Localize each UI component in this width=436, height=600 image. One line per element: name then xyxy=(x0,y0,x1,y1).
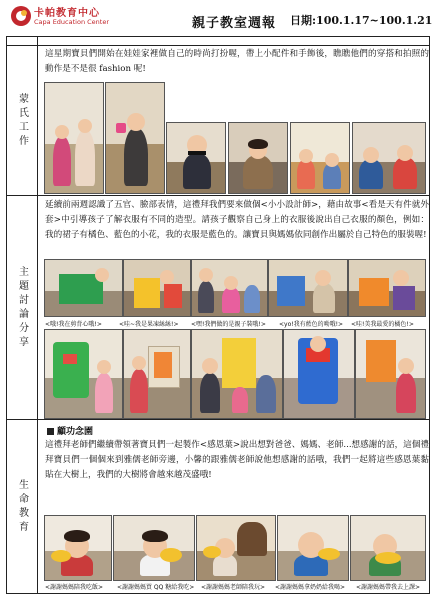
capa-logo-icon xyxy=(10,5,32,27)
caption-theme-4: <yo!我有藍色的呦哦!> xyxy=(279,321,344,328)
photo-blue-paper xyxy=(268,259,348,317)
photo-playroom-kids xyxy=(290,122,350,194)
category-theme-discussion: 主題討論分享 xyxy=(16,266,28,350)
newsletter-table xyxy=(6,36,430,594)
newsletter-header xyxy=(0,0,436,36)
category-life-education: 生命教育 xyxy=(16,479,28,535)
photo-thankful-leaf-1 xyxy=(44,515,112,581)
caption-life-2: <謝謝媽媽買 QQ 糖給我吃> xyxy=(117,584,195,591)
caption-theme-3: <嘿!我們做的是親子裝哦!> xyxy=(191,321,266,328)
montessori-paragraph: 這星期寶貝們開始在娃娃家裡做自己的時尚打扮喔，帶上小配件和手飾後，瞧瞧他們的穿搭和拍照的動作是不是很 fashion 呢! xyxy=(45,49,429,74)
life-education-subheading: 顧功念園 xyxy=(47,424,93,437)
photo-girl-dressing xyxy=(228,122,288,194)
theme-paragraph: 延續前兩週認識了五官、臉部表情，這禮拜我們要來做個<小小設計師>，藉由故事<看是天有件就外套>中引導孩子了解衣服有不同的造型。請孩子觀察自己身上的衣服後說出自己衣服的顏色，例如：我的裙子有橘色、藍色的小花，我的衣服是藍色的。讓寶貝與媽媽依同創作出屬於自己特色的服裝喔! xyxy=(45,200,429,240)
category-montessori: 蒙氏工作 xyxy=(16,93,28,149)
row-divider-1 xyxy=(7,195,429,196)
photo-cutting-vest xyxy=(44,259,123,317)
top-header-row-line xyxy=(7,45,429,46)
newsletter-date: 日期:100.1.17~100.1.21 xyxy=(290,14,433,27)
caption-theme-1: <哦!我在剪背心哦!> xyxy=(45,321,102,328)
photo-jelly-costume xyxy=(123,259,191,317)
photo-girl-fashion xyxy=(105,82,165,194)
photo-mom-kid-poster xyxy=(123,329,191,419)
caption-theme-2: <哇~我是果凍絲絲!> xyxy=(119,321,179,328)
row-divider-2 xyxy=(7,419,429,420)
life-education-paragraph: 這禮拜老師們繼續帶領著寶貝們一起製作<感恩葉>說出想對爸爸、媽媽、老師...想感謝的話，這個禮拜寶貝們一個個來到雅儒老師旁邊，小馨的跟雅儒老師說他想感謝的話哦，我們一起將這些感恩葉黏貼在大樹上，我們的大樹將會越來越茂盛哦! xyxy=(45,440,429,480)
photo-green-costume-display xyxy=(44,329,123,419)
caption-life-3: <謝謝媽媽老師陪我玩> xyxy=(201,584,266,591)
caption-life-5: <謝謝媽媽帶我去上課> xyxy=(356,584,421,591)
photo-orange-vest-display xyxy=(355,329,426,419)
logo-chinese-name: 卡帕教育中心 xyxy=(34,8,100,19)
logo-english-name: Capa Education Center xyxy=(34,18,110,26)
photo-parent-child-outfit xyxy=(191,259,268,317)
photo-girls-dressup xyxy=(44,82,104,194)
caption-life-4: <謝謝媽媽拿奶奶給我喝> xyxy=(275,584,346,591)
capa-logo xyxy=(10,3,128,33)
photo-overalls-costume xyxy=(283,329,355,419)
photo-thankful-leaf-2 xyxy=(113,515,195,581)
photo-orange-favorite xyxy=(348,259,426,317)
bullet-square-icon xyxy=(47,428,54,435)
photo-family-with-costume xyxy=(191,329,283,419)
photo-boy-sunglasses xyxy=(166,122,226,194)
photo-thankful-leaf-5 xyxy=(350,515,426,581)
caption-theme-5: <哇!美我最愛的橘色!> xyxy=(351,321,414,328)
photo-thankful-leaf-4 xyxy=(277,515,349,581)
newsletter-title: 親子教室週報 xyxy=(192,16,277,31)
photo-children-mirror xyxy=(352,122,426,194)
photo-thankful-leaf-3 xyxy=(196,515,276,581)
caption-life-1: <謝謝媽媽陪我吃飯> xyxy=(45,584,104,591)
column-divider xyxy=(37,37,38,593)
